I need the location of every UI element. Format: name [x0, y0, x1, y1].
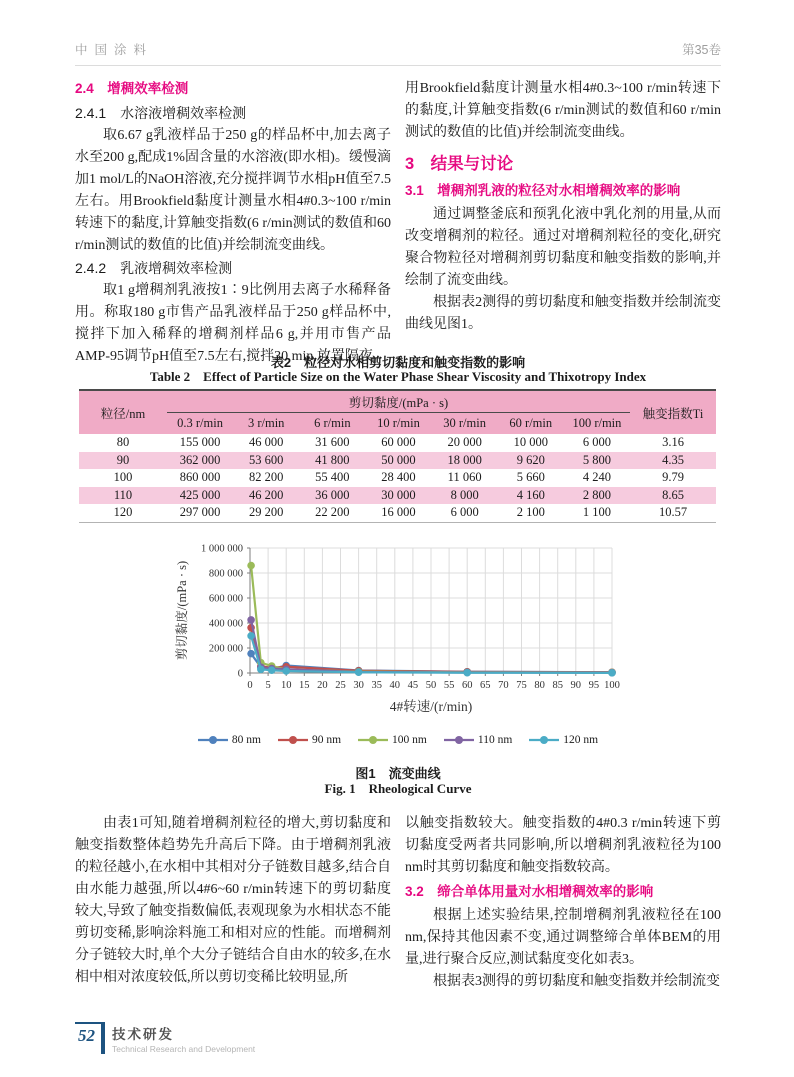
figure-caption-en: Fig. 1 Rheological Curve [324, 781, 472, 796]
heading-3-1: 3.1 增稠剂乳液的粒径对水相增稠效率的影响 [405, 183, 681, 198]
x-tick-label: 100 [604, 680, 620, 691]
col-header-speed: 10 r/min [365, 413, 431, 435]
x-tick-label: 25 [335, 680, 346, 691]
table-row [79, 434, 716, 452]
col-header-speed: 100 r/min [564, 413, 630, 435]
x-axis-label: 4#转速/(r/min) [389, 699, 473, 714]
legend-item [444, 734, 512, 746]
table-cell: 4 240 [582, 470, 611, 485]
data-table [79, 389, 716, 523]
data-point [282, 667, 290, 675]
table-cell: 50 000 [365, 452, 431, 470]
legend-marker-icon [358, 735, 388, 745]
paragraph-3-1-a: 通过调整釜底和预乳化液中乳化剂的用量,从而改变增稠剂的粒径。通过对增稠剂粒径的变化,研究聚合物粒径对增稠剂剪切黏度和触变指数的影响,并绘制了流变曲线。 [405, 207, 721, 288]
table-cell: 120 [113, 505, 133, 520]
x-tick-label: 45 [407, 680, 419, 691]
y-tick-label: 1 000 000 [201, 543, 243, 555]
table-cell: 16 000 [381, 505, 416, 520]
data-point [247, 632, 255, 640]
table-cell: 155 000 [179, 435, 221, 450]
y-tick-label: 400 000 [208, 618, 243, 630]
table-cell: 55 400 [315, 470, 350, 485]
top-section [75, 78, 721, 368]
legend-dot [455, 736, 463, 744]
col-header-speed: 0.3 r/min [167, 413, 233, 435]
table-cell: 9 620 [498, 452, 564, 470]
col-header-speed: 30 r/min [432, 413, 498, 435]
paragraph-2-4-2: 取1 g增稠剂乳液按1∶9比例用去离子水稀释备用。称取180 g市售产品乳液样品于250 g样品杯中,搅拌下加入稀释的增稠剂样品6 g,并用市售产品AMP-95调节pH值至7.5左右,搅拌30 min,放置隔夜 [75, 283, 391, 364]
legend-marker-icon [529, 735, 559, 745]
footer-section-cn: 技术研发 [112, 1027, 174, 1042]
paragraph-2-4-1: 取6.67 g乳液样品于250 g的样品杯中,加去离子水至200 g,配成1%固含量的水溶液(即水相)。缓慢滴加1 mol/L的NaOH溶液,充分搅拌调节水相pH值至7.5左右。用Brookfield黏度计测量水相4#0.3~100 r/min转速下的黏度,计算触变指数(6 r/min测试的数值和60 r/min测试的数值的比值)并绘制流变曲线。 [75, 128, 391, 253]
journal-name: 中国涂料 [75, 43, 154, 57]
page-number: 52 [78, 1026, 95, 1045]
table-cell: 860 000 [179, 470, 221, 485]
bottom-section [75, 813, 721, 993]
data-point [608, 669, 616, 677]
paragraph-3-1-b: 根据表2测得的剪切黏度和触变指数并绘制流变曲线见图1。 [405, 295, 721, 332]
x-tick-label: 65 [480, 680, 491, 691]
heading-2-4-1: 2.4.1 水溶液增稠效率检测 [75, 105, 247, 121]
legend-item [198, 734, 261, 746]
table-cell: 20 000 [447, 435, 482, 450]
paragraph-discussion-right: 以触变指数较大。触变指数的4#0.3 r/min转速下剪切黏度受两者共同影响,所以增稠剂乳液粒径为100 nm时其剪切黏度和触变指数较高。 [405, 816, 721, 875]
y-tick-label: 800 000 [208, 568, 243, 580]
table-caption-cn: 表2 粒径对水相剪切黏度和触变指数的影响 [270, 355, 526, 370]
table-cell: 9.79 [662, 470, 684, 485]
right-column-bottom [405, 813, 721, 993]
legend-label: 100 nm [392, 734, 427, 746]
table-row [79, 487, 716, 505]
legend-label: 110 nm [477, 734, 513, 746]
data-point [247, 616, 255, 624]
table-cell: 362 000 [167, 452, 233, 470]
y-tick-label: 0 [237, 668, 243, 680]
table-cell: 2 100 [516, 505, 545, 520]
table-cell: 10.57 [658, 505, 688, 520]
table-cell: 8.65 [630, 487, 716, 505]
page-number-box [75, 1022, 105, 1054]
legend-marker-icon [278, 735, 308, 745]
heading-3-2: 3.2 缔合单体用量对水相增稠效率的影响 [405, 884, 654, 899]
table-cell: 297 000 [179, 505, 221, 520]
table-cell: 18 000 [432, 452, 498, 470]
data-point [247, 650, 255, 658]
x-tick-label: 80 [534, 680, 545, 691]
table-cell: 6 000 [450, 505, 479, 520]
table-cell: 5 800 [564, 452, 630, 470]
table-cell: 36 000 [299, 487, 365, 505]
table-cell: 2 800 [564, 487, 630, 505]
col-header-ti: 触变指数Ti [630, 390, 716, 434]
table-cell: 90 [79, 452, 167, 470]
table-cell: 8 000 [432, 487, 498, 505]
page-header [75, 40, 721, 66]
paragraph-discussion-left: 由表1可知,随着增稠剂粒径的增大,剪切黏度和触变指数整体趋势先升高后下降。由于增稠剂乳液的粒径越小,在水相中其相对分子链数目越多,结合自由水能力越强,所以4#6~60 r/min转速下的剪切黏度较大,导致了触变指数偏低,表观现象为水相状态不能剪切变稀,影响涂料施工和相对应的性能。而增稠剂分子链较大时,单个大分子链结合自由水的较多,在水相中相对浓度较低,所以剪切变稀比较明显,所 [75, 816, 391, 985]
col-header-speed: 60 r/min [498, 413, 564, 435]
legend-dot [209, 736, 217, 744]
table-cell: 425 000 [167, 487, 233, 505]
table-cell: 28 400 [381, 470, 416, 485]
data-point [463, 669, 471, 677]
col-header-viscosity-group: 剪切黏度/(mPa · s) [167, 390, 630, 413]
table-cell: 29 200 [249, 505, 284, 520]
x-tick-label: 85 [552, 680, 563, 691]
figure-caption-cn: 图1 流变曲线 [355, 766, 441, 781]
col-header-speed: 6 r/min [299, 413, 365, 435]
table-cell: 1 100 [582, 505, 611, 520]
table-cell: 53 600 [233, 452, 299, 470]
legend-marker-icon [198, 735, 228, 745]
legend-label: 90 nm [311, 734, 342, 746]
table-cell: 46 000 [249, 435, 284, 450]
x-tick-label: 5 [265, 680, 271, 691]
table-cell: 22 200 [315, 505, 350, 520]
table-cell: 100 [113, 470, 133, 485]
x-tick-label: 90 [570, 680, 582, 691]
heading-2-4: 2.4 增稠效率检测 [75, 81, 189, 96]
data-point [268, 666, 276, 674]
left-column-bottom [75, 813, 391, 993]
table-cell: 4.35 [630, 452, 716, 470]
x-tick-label: 95 [588, 680, 600, 691]
table-cell: 46 200 [233, 487, 299, 505]
paragraph-3-2-a: 根据上述实验结果,控制增稠剂乳液粒径在100 nm,保持其他因素不变,通过调整缔合单体BEM的用量,进行聚合反应,测试黏度变化如表3。 [405, 908, 721, 967]
x-tick-label: 35 [371, 680, 382, 691]
table-cell: 80 [116, 435, 130, 450]
table-header [79, 390, 716, 434]
rheology-chart [162, 536, 642, 721]
footer-section-en: Technical Research and Development [112, 1044, 256, 1054]
table-row [79, 452, 716, 470]
table-cell: 6 000 [582, 435, 611, 450]
left-column [75, 78, 391, 368]
y-axis-label: 剪切黏度/(mPa · s) [175, 560, 189, 661]
table-cell: 31 600 [315, 435, 350, 450]
x-tick-label: 0 [247, 680, 253, 691]
legend-dot [369, 736, 377, 744]
col-header-size: 粒径/nm [79, 390, 167, 434]
table-cell: 10 000 [513, 435, 548, 450]
table-cell: 3.16 [662, 435, 684, 450]
page-footer [75, 1022, 255, 1054]
x-tick-label: 40 [389, 680, 401, 691]
y-tick-label: 200 000 [208, 643, 243, 655]
heading-3: 3 结果与讨论 [405, 155, 514, 173]
x-tick-label: 60 [461, 680, 473, 691]
heading-2-4-2: 2.4.2 乳液增稠效率检测 [75, 260, 233, 276]
table-cell: 30 000 [365, 487, 431, 505]
legend-item [529, 734, 598, 746]
table-cell: 5 660 [516, 470, 545, 485]
legend-label: 120 nm [563, 734, 599, 746]
x-tick-label: 70 [498, 680, 509, 691]
data-point [257, 666, 265, 674]
data-point [355, 668, 363, 676]
table-cell: 41 800 [299, 452, 365, 470]
paragraph-continuation: 用Brookfield黏度计测量水相4#0.3~100 r/min转速下的黏度,计算触变指数(6 r/min测试的数值和60 r/min测试的数值的比值)并绘制流变曲线。 [405, 81, 721, 140]
col-header-speed: 3 r/min [233, 413, 299, 435]
table-row [79, 504, 716, 522]
table-caption-en: Table 2 Effect of Particle Size on the Water Phase Shear Viscosity and Thixotropy Index [149, 369, 647, 384]
chart-legend [75, 734, 721, 746]
x-tick-label: 15 [299, 680, 310, 691]
table-row [79, 469, 716, 487]
legend-dot [289, 736, 297, 744]
right-column [405, 78, 721, 368]
x-tick-label: 55 [443, 680, 455, 691]
speed-header-row [79, 413, 716, 435]
legend-marker-icon [444, 735, 474, 745]
legend-label: 80 nm [231, 734, 261, 746]
x-tick-label: 30 [353, 680, 364, 691]
x-tick-label: 20 [317, 680, 328, 691]
legend-item [358, 734, 427, 746]
x-tick-label: 50 [425, 680, 437, 691]
data-point [247, 562, 255, 570]
legend-item [278, 734, 341, 746]
table-cell: 60 000 [381, 435, 416, 450]
y-tick-label: 600 000 [208, 593, 243, 605]
table-cell: 11 060 [447, 470, 482, 485]
x-tick-label: 10 [280, 680, 292, 691]
table-cell: 4 160 [498, 487, 564, 505]
table-body [79, 434, 716, 522]
table-cell: 110 [79, 487, 167, 505]
x-tick-label: 75 [516, 680, 527, 691]
legend-dot [540, 736, 548, 744]
table-cell: 82 200 [249, 470, 284, 485]
footer-section [105, 1022, 255, 1054]
paragraph-3-2-b: 根据表3测得的剪切黏度和触变指数并绘制流变 [433, 974, 720, 989]
chart-canvas [162, 536, 642, 721]
volume-label: 第35卷 [682, 43, 721, 57]
